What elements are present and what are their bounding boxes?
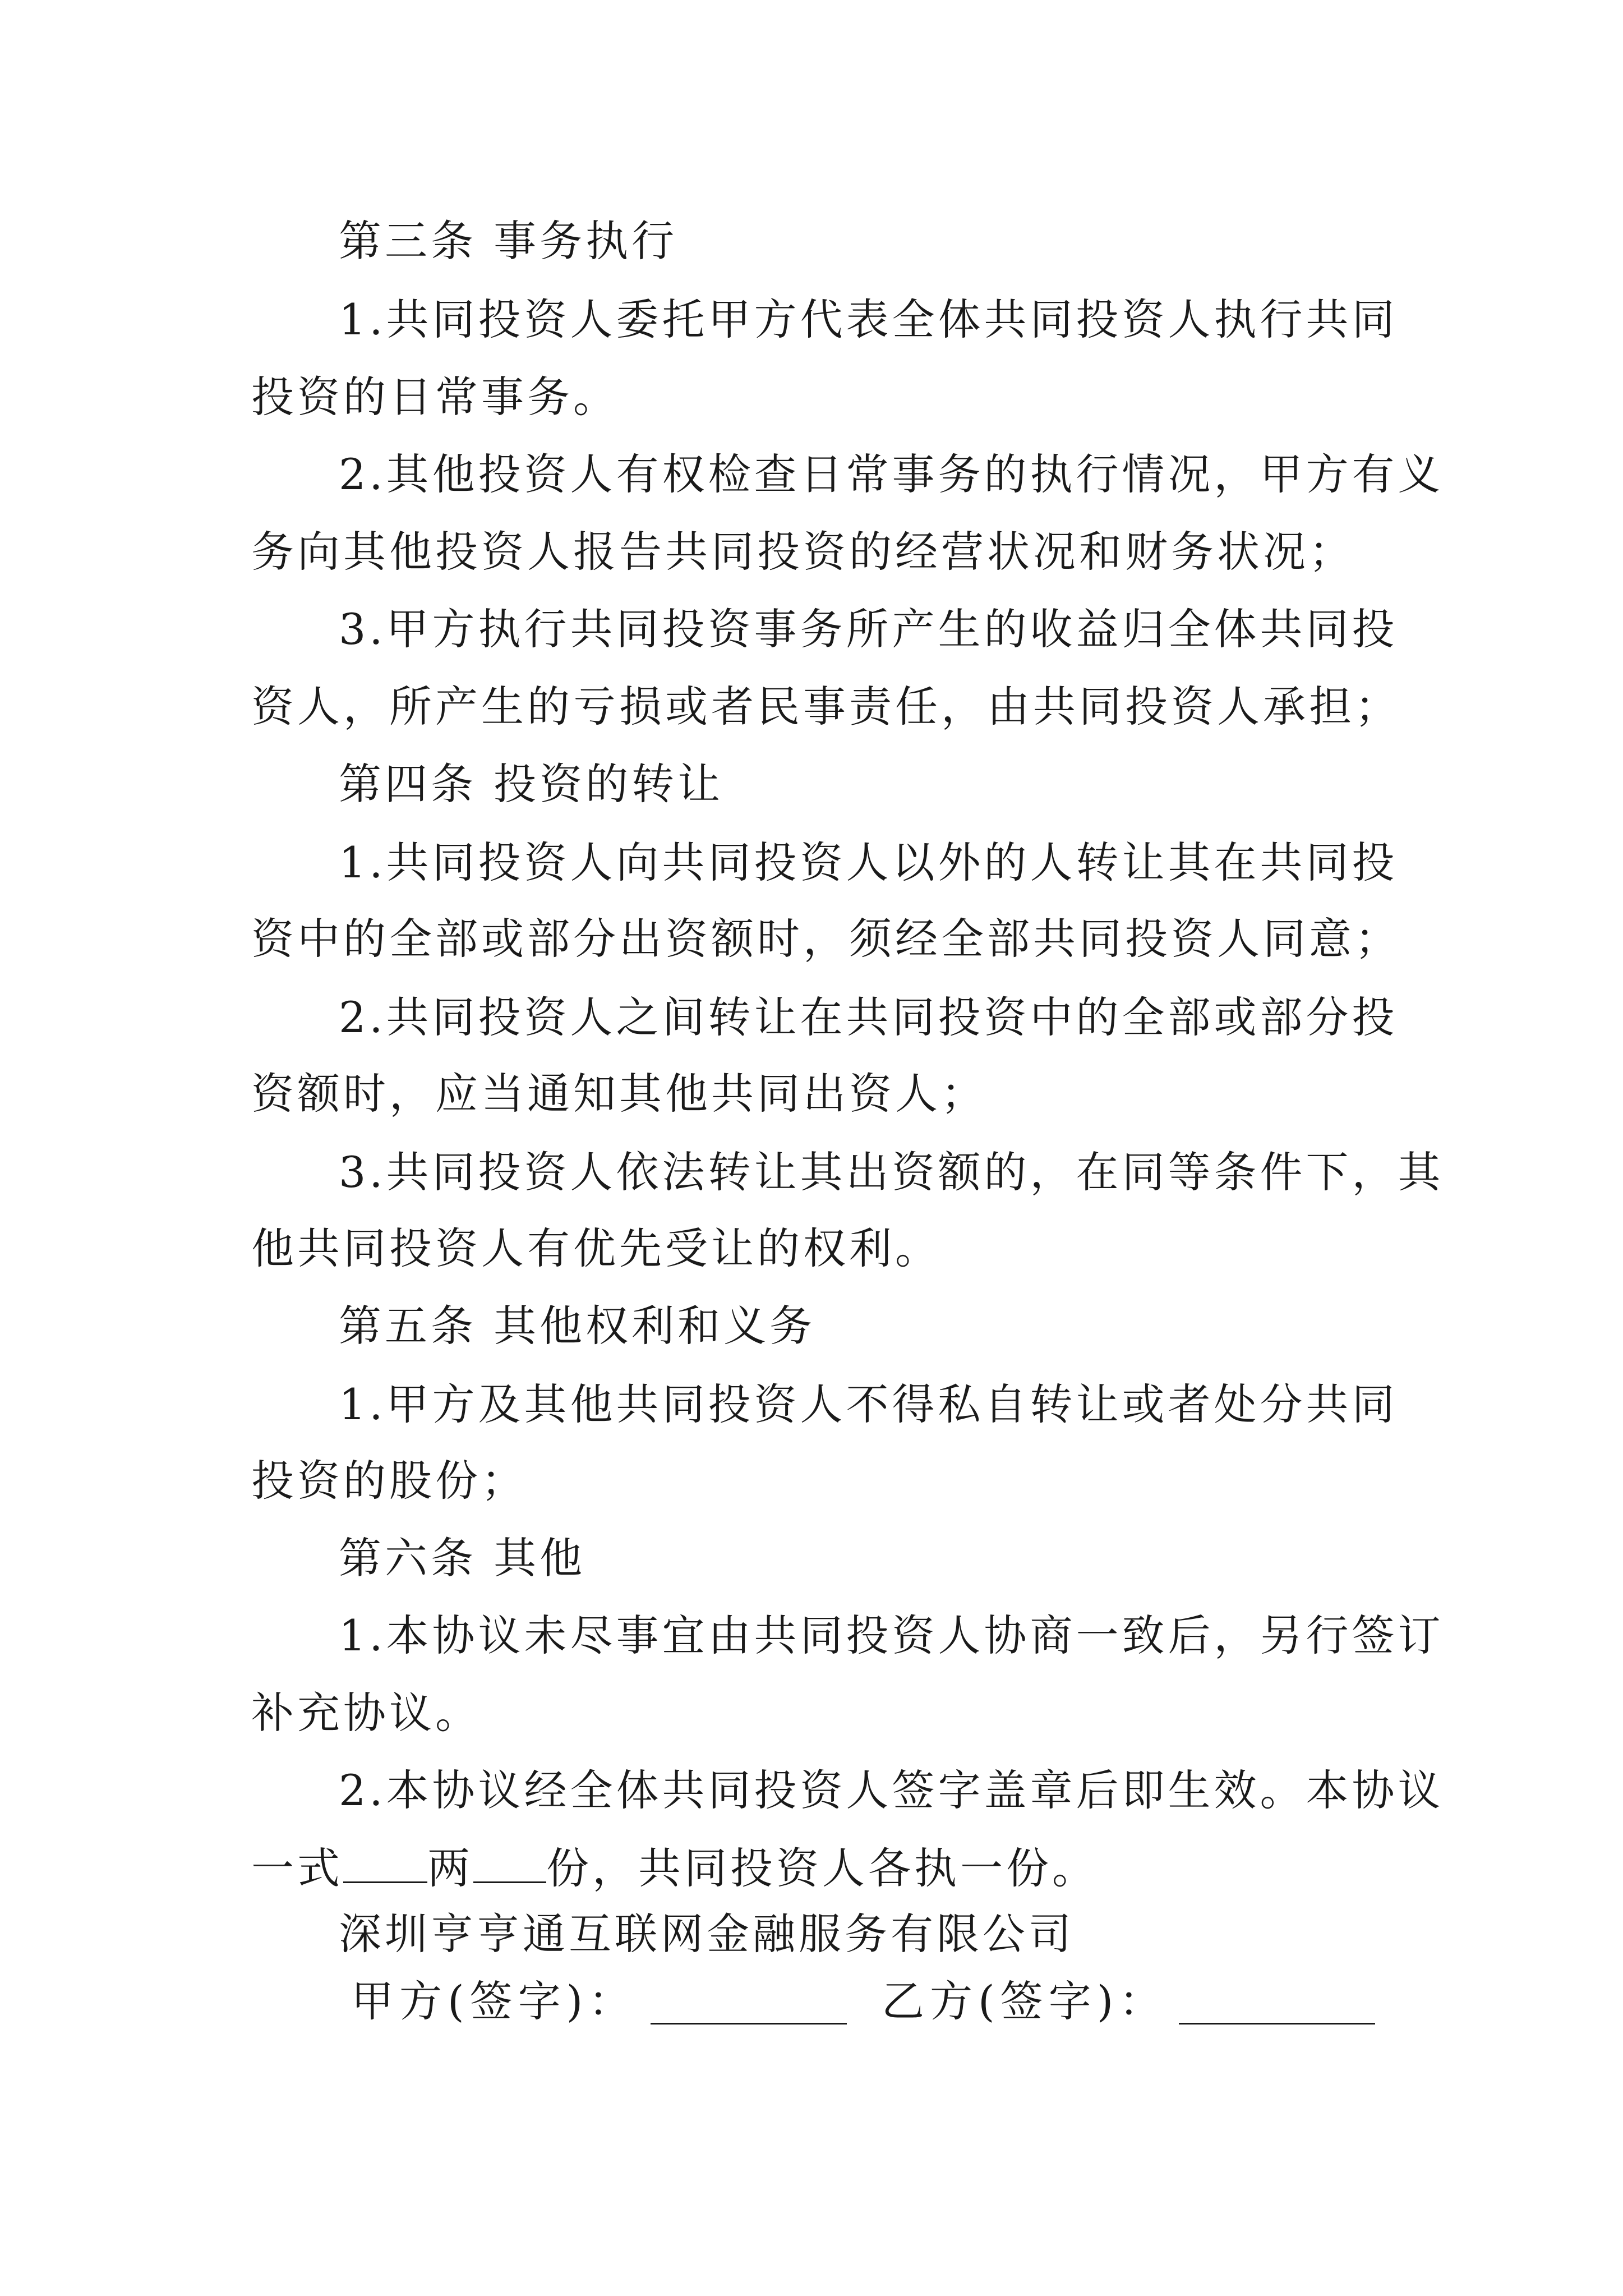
party-b-signature-label: 乙方(签字)： bbox=[882, 1976, 1168, 2026]
copies-suffix: 份，共同投资人各执一份。 bbox=[546, 1843, 1098, 1893]
copies-blank-left bbox=[343, 1847, 427, 1883]
copies-line bbox=[251, 1843, 1098, 1893]
section-5-heading: 第五条 其他权利和义务 bbox=[339, 1301, 816, 1351]
section-4-item-1: 1.共同投资人向共同投资人以外的人转让其在共同投 bbox=[339, 838, 1398, 887]
section-3-item-3-cont: 资人，所产生的亏损或者民事责任，由共同投资人承担； bbox=[251, 682, 1401, 731]
section-5-item-1: 1.甲方及其他共同投资人不得私自转让或者处分共同 bbox=[339, 1379, 1398, 1429]
section-3-item-1-cont: 投资的日常事务。 bbox=[251, 372, 619, 422]
copies-count: 两 bbox=[427, 1843, 473, 1893]
company-name: 深圳亨亨通互联网金融服务有限公司 bbox=[339, 1909, 1075, 1959]
section-3-item-1: 1.共同投资人委托甲方代表全体共同投资人执行共同 bbox=[339, 295, 1398, 344]
copies-blank-right bbox=[473, 1847, 546, 1883]
section-4-item-1-cont: 资中的全部或部分出资额时，须经全部共同投资人同意； bbox=[251, 914, 1401, 964]
section-4-item-3-cont: 他共同投资人有优先受让的权利。 bbox=[251, 1223, 941, 1273]
section-3-heading: 第三条 事务执行 bbox=[339, 216, 678, 266]
section-3-item-2-cont: 务向其他投资人报告共同投资的经营状况和财务状况； bbox=[251, 527, 1355, 577]
section-4-heading: 第四条 投资的转让 bbox=[339, 759, 724, 809]
section-6-item-2: 2.本协议经全体共同投资人签字盖章后即生效。本协议 bbox=[339, 1765, 1444, 1815]
copies-prefix: 一式 bbox=[251, 1843, 343, 1893]
section-5-item-1-cont: 投资的股份； bbox=[251, 1456, 527, 1506]
party-a-signature-line bbox=[651, 2023, 847, 2024]
section-4-item-2: 2.共同投资人之间转让在共同投资中的全部或部分投 bbox=[339, 992, 1398, 1042]
section-4-item-3: 3.共同投资人依法转让其出资额的，在同等条件下，其 bbox=[339, 1147, 1444, 1197]
party-b-signature-line bbox=[1179, 2023, 1375, 2024]
section-4-item-2-cont: 资额时，应当通知其他共同出资人； bbox=[251, 1069, 987, 1119]
party-a-signature-label: 甲方(签字)： bbox=[351, 1976, 637, 2026]
section-3-item-2: 2.其他投资人有权检查日常事务的执行情况，甲方有义 bbox=[339, 449, 1444, 499]
section-6-item-1-cont: 补充协议。 bbox=[251, 1688, 481, 1738]
section-6-item-1: 1.本协议未尽事宜由共同投资人协商一致后，另行签订 bbox=[339, 1611, 1444, 1660]
section-3-item-3: 3.甲方执行共同投资事务所产生的收益归全体共同投 bbox=[339, 604, 1398, 654]
section-6-heading: 第六条 其他 bbox=[339, 1533, 586, 1583]
